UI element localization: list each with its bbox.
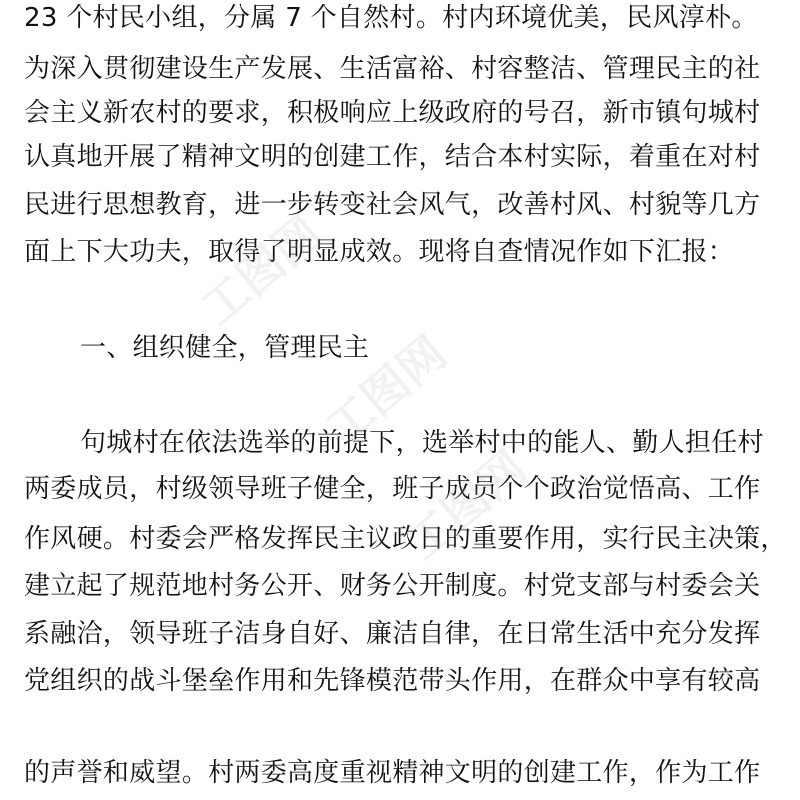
watermark-logo: 工图网 <box>315 325 457 456</box>
text-line: 两委成员，村级领导班子健全，班子成员个个政治觉悟高、工作 <box>24 474 761 504</box>
text-line: 为深入贯彻建设生产发展、生活富裕、村容整洁、管理民主的社 <box>24 54 761 84</box>
text-line: 建立起了规范地村务公开、财务公开制度。村党支部与村委会关 <box>24 571 761 601</box>
text-line: 23 个村民小组，分属 7 个自然村。村内环境优美，民风淳朴。 <box>24 3 758 33</box>
text-line: 认真地开展了精神文明的创建工作，结合本村实际，着重在对村 <box>24 142 761 172</box>
text-line: 句城村在依法选举的前提下，选举村中的能人、勤人担任村 <box>80 428 764 458</box>
text-line: 系融洽，领导班子洁身自好、廉洁自律，在日常生活中充分发挥 <box>24 619 761 649</box>
text-line: 的声誉和威望。村两委高度重视精神文明的创建工作，作为工作 <box>24 758 761 788</box>
text-line: 党组织的战斗堡垒作用和先锋模范带头作用，在群众中享有较高 <box>24 666 761 696</box>
text-line: 面上下大功夫，取得了明显成效。现将自查情况作如下汇报： <box>24 237 735 267</box>
section-heading: 一、组织健全，管理民主 <box>80 333 370 363</box>
text-line: 民进行思想教育，进一步转变社会风气，改善村风、村貌等几方 <box>24 190 761 220</box>
text-line: 会主义新农村的要求，积极响应上级政府的号召，新市镇句城村 <box>24 98 761 128</box>
watermark-logo: 工图网 <box>395 440 537 571</box>
text-line: 作风硬。村委会严格发挥民主议政日的重要作用，实行民主决策， <box>24 524 787 554</box>
watermark-logo: 工图网 <box>190 205 332 336</box>
